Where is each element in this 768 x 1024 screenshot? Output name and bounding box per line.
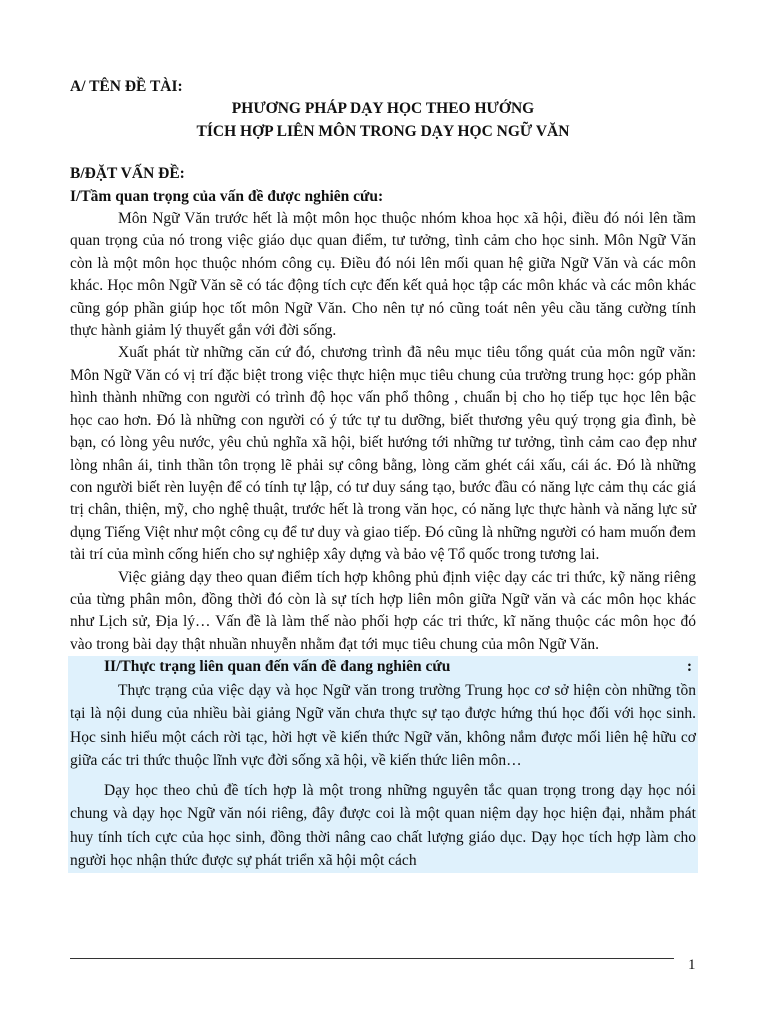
section-a-label: A/ TÊN ĐỀ TÀI: (70, 78, 183, 95)
subheading-current-state (70, 656, 696, 678)
section-b-label: B/ĐẶT VẤN ĐỀ: (70, 165, 185, 183)
paragraph-4: Thực trạng của việc dạy và học Ngữ văn trong trường Trung học cơ sở hiện còn những tồn tại là nội dung của nhiều bài giảng Ngữ văn chưa thực sự tạo được hứng thú học đối với học sinh. Học sinh hiểu một cách rời tạc, hời hợt về kiến thức Ngữ văn, không nắm được mối liên hệ hữu cơ giữa các tri thức thuộc lĩnh vực đời sống xã hội, về kiến thức liên môn… (70, 681, 696, 770)
title-line-2: TÍCH HỢP LIÊN MÔN TRONG DẠY HỌC NGỮ VĂN (196, 122, 570, 140)
paragraph-5: Dạy học theo chủ đề tích hợp là một trong những nguyên tắc quan trọng trong dạy học nói chung và dạy học Ngữ văn nói riêng, đây được coi là một quan niệm dạy học hiện đại, nhằm phát huy tính tích cực của học sinh, đồng thời nâng cao chất lượng giáo dục. Dạy học tích hợp làm cho người học nhận thức được sự phát triển xã hội một cách (70, 781, 696, 870)
document-page (70, 76, 696, 873)
paragraph-3: Việc giảng dạy theo quan điểm tích hợp không phủ định việc dạy các tri thức, kỹ năng riêng của từng phân môn, đồng thời đó còn là sự tích hợp liên môn giữa Ngữ văn và các môn học khác như Lịch sử, Địa lý… Vấn đề là làm thế nào phối hợp các tri thức, kĩ năng thuộc các môn học đó vào trong bài dạy thật nhuần nhuyễn nhằm đạt tới mục tiêu chung của môn Ngữ Văn. (70, 568, 696, 653)
footer-divider (70, 958, 674, 959)
title-line-1: PHƯƠNG PHÁP DẠY HỌC THEO HƯỚNG (231, 100, 535, 118)
page-number: 1 (688, 957, 696, 973)
highlighted-section (68, 656, 698, 872)
subheading-current-state-text: II/Thực trạng liên quan đến vấn đề đang nghiên cứu (104, 658, 451, 676)
paragraph-2: Xuất phát từ những căn cứ đó, chương trình đã nêu mục tiêu tổng quát của môn ngữ văn: Môn Ngữ Văn có vị trí đặc biệt trong việc thực hiện mục tiêu chung của trường trung học: góp phần hình thành những con người có trình độ học vấn phổ thông , chuẩn bị cho họ tiếp tục học lên bậc học cao hơn. Đó là những con người có ý tức tự tu dưỡng, biết thương yêu quý trọng gia đình, bè bạn, có lòng yêu nước, yêu chủ nghĩa xã hội, biết hướng tới những tư tưởng, tình cảm cao đẹp như lòng nhân ái, tinh thần tôn trọng lẽ phải sự công bằng, lòng căm ghét cái xấu, cái ác. Đó là những con người biết rèn luyện để có tính tự lập, có tư duy sáng tạo, bước đầu có năng lực cảm thụ các giá trị chân, thiện, mỹ, cho nghệ thuật, trước hết là trong văn học, có năng lực thực hành và năng lực sử dụng Tiếng Việt như một công cụ để tư duy và giao tiếp. Đó cũng là những người có ham muốn đem tài trí của mình cống hiến cho sự nghiệp xây dựng và bảo vệ Tổ quốc trong tương lai. (70, 344, 696, 564)
subheading-colon: : (686, 658, 692, 676)
paragraph-1: Môn Ngữ Văn trước hết là một môn học thuộc nhóm khoa học xã hội, điều đó nói lên tầm quan trọng của nó trong việc giáo dục quan điểm, tư tưởng, tình cảm cho học sinh. Môn Ngữ Văn còn là một môn học thuộc nhóm công cụ. Điều đó nói lên mối quan hệ giữa Ngữ Văn và các môn khác. Học môn Ngữ Văn sẽ có tác động tích cực đến kết quả học tập các môn khác và các môn khác cũng góp phần giúp học tốt môn Ngữ Văn. Cho nên tự nó cũng toát nên yêu cầu tăng cường tính thực hành giảm lý thuyết gắn với đời sống. (70, 210, 696, 340)
subheading-importance: I/Tầm quan trọng của vấn đề được nghiên cứu: (70, 187, 384, 205)
